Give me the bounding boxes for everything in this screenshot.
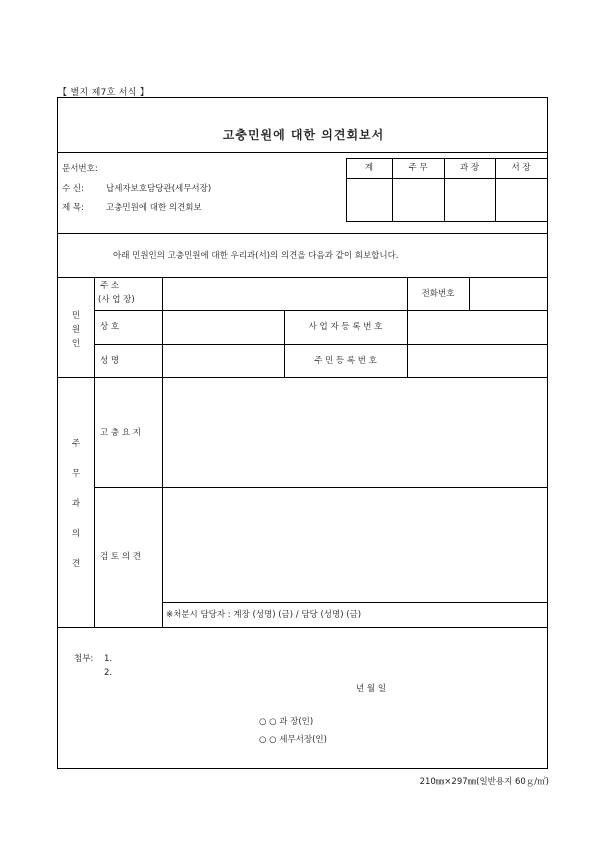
intro-text: 아래 민원인의 고충민원에 대한 우리과(서)의 의견을 다음과 같이 회보합니다.: [113, 251, 399, 261]
opinion-section-char-5: 견: [71, 559, 81, 569]
recipient-label: 수 신:: [62, 184, 84, 194]
attachments-label: 첨부:: [74, 654, 94, 664]
attachment-item-1: 1.: [104, 654, 113, 664]
subject-label: 제 목:: [62, 203, 84, 213]
review-opinion-label: 검 토 의 견: [100, 552, 141, 562]
section-label-divider: [94, 277, 95, 628]
name-label: 성 명: [100, 356, 120, 366]
phone-divider-right: [469, 277, 470, 311]
signature-line-1: ○ ○ 과 장(인): [259, 717, 314, 727]
approval-header-officer: 주 무: [408, 163, 428, 173]
signature-line-2: ○ ○ 세무서장(인): [259, 735, 327, 745]
approval-header-staff: 계: [364, 163, 374, 173]
company-label: 상 호: [100, 322, 120, 332]
biz-reg-label: 사 업 자 등 록 번 호: [308, 322, 383, 332]
phone-label: 전화번호: [421, 289, 455, 299]
divider-docinfo: [58, 233, 547, 234]
recipient-value: 납세자보호담당관(세무서장): [106, 184, 212, 194]
approval-header-manager: 과 장: [459, 163, 480, 173]
applicant-section-label: 민 원 인: [71, 311, 81, 349]
biz-divider-right: [407, 310, 408, 377]
complaint-summary-label: 고 충 요 지: [100, 428, 141, 438]
subject-value: 고충민원에 대한 의견회보: [106, 203, 202, 213]
handler-note: ※처분시 담당자 : 계장 (성명) (금) / 담당 (성명) (금): [166, 610, 362, 620]
form-frame: [57, 97, 548, 769]
approval-header-director: 서 장: [511, 163, 531, 173]
opinion-section-char-2: 무: [71, 469, 81, 479]
opinion-section-char-4: 의: [71, 529, 81, 539]
approval-border-bottom: [346, 221, 547, 222]
applicant-label-divider: [162, 277, 163, 377]
address-sub-label: (사 업 장): [98, 295, 135, 305]
address-label: 주 소: [100, 281, 120, 291]
divider-applicant-end: [58, 377, 547, 378]
form-label: 【 별지 제7호 서식 】: [58, 88, 150, 98]
biz-divider-left: [284, 310, 285, 377]
page-title: 고충민원에 대한 의견회보서: [222, 128, 385, 142]
opinion-section-char-3: 과: [71, 499, 81, 509]
doc-number-label: 문서번호:: [62, 164, 98, 174]
opinion-section-char-1: 주: [71, 439, 81, 449]
divider-title: [58, 152, 547, 153]
attachment-item-2: 2.: [104, 668, 113, 678]
paper-size-footer: 210㎜×297㎜(일반용지 60ｇ/㎡): [419, 777, 549, 787]
opinion-label-divider: [162, 377, 163, 628]
date-line: 년 월 일: [356, 684, 387, 694]
approval-border-top: [346, 158, 547, 159]
resident-reg-label: 주 민 등 록 번 호: [314, 356, 377, 366]
divider-opinion-end: [58, 627, 547, 628]
divider-intro: [58, 277, 547, 278]
divider-handler: [162, 602, 547, 603]
approval-header-divider: [346, 178, 547, 179]
